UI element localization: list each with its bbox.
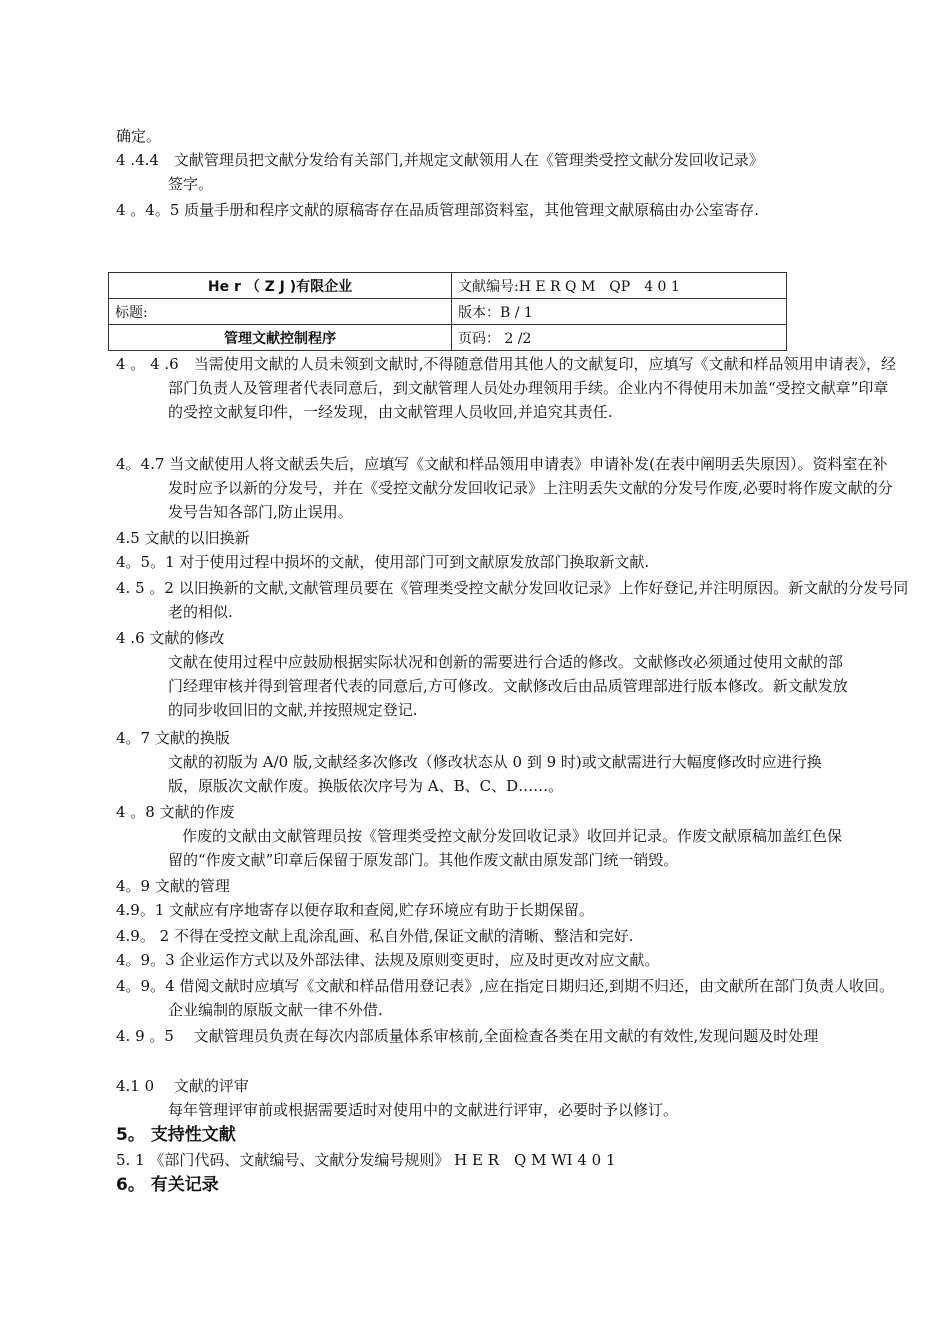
document-header-table bbox=[108, 272, 787, 351]
section-6-heading: 6。 有关记录 bbox=[116, 1175, 219, 1195]
clause-4-4-7: 4。4.7 当文献使用人将文献丢失后，应填写《文献和样品领用申请表》申请补发(在表中阐明丢失原因）。资料室在补发时应予以新的分发号，并在《受控文献分发回收记录》上注明丢失文献的分发号作废,必要时将作废文献的分发号告知各部门,防止误用。 bbox=[116, 455, 893, 521]
top-line-1: 确定。 bbox=[116, 127, 162, 145]
clause-4-4-4: 4 .4.4 文献管理员把文献分发给有关部门,并规定文献领用人在《管理类受控文献分发回收记录》 bbox=[116, 151, 764, 169]
document-number: 文献编号:H E R Q M QP 4 0 1 bbox=[452, 273, 787, 299]
section-5-item-1: 5. 1 《部门代码、文献编号、文献分发编号规则》 H E R Q M WI 4 0 1 bbox=[116, 1151, 616, 1169]
clause-4-4-6: 4 。 4 .6 当需使用文献的人员未领到文献时,不得随意借用其他人的文献复印，应填写《文献和样品领用申请表》，经部门负责人及管理者代表同意后，到文献管理人员处办理领用手续。企业内不得使用未加盖“受控文献章”印章的受控文献复印件，一经发现，由文献管理人员收回,并追究其责任. bbox=[116, 355, 896, 421]
company-name: He r （ Z J )有限企业 bbox=[109, 273, 452, 299]
title-label: 标题: bbox=[109, 299, 452, 325]
page-number: 页码： 2 /2 bbox=[452, 325, 787, 351]
section-4-6: 4 .6 文献的修改 bbox=[116, 629, 225, 647]
section-4-10: 4.1 0 文献的评审 bbox=[116, 1077, 249, 1095]
clause-4-9-4: 4。9。4 借阅文献时应填写《文献和样品借用登记表》,应在指定日期归还,到期不归还，由文献所在部门负责人收回。 企业编制的原版文献一律不外借. bbox=[116, 977, 917, 1019]
clause-4-4-5: 4 。4。5 质量手册和程序文献的原稿寄存在品质管理部资料室，其他管理文献原稿由办公室寄存. bbox=[116, 201, 759, 219]
clause-4-9-3: 4。9。3 企业运作方式以及外部法律、法规及原则变更时，应及时更改对应文献。 bbox=[116, 951, 660, 969]
section-4-5: 4.5 文献的以旧换新 bbox=[116, 529, 250, 547]
section-4-8: 4 。8 文献的作废 bbox=[116, 803, 235, 821]
clause-4-5-2: 4. 5 。2 以旧换新的文献,文献管理员要在《管理类受控文献分发回收记录》上作好登记,并注明原因。新文献的分发号同老的相似. bbox=[116, 579, 909, 621]
version-label: 版本：B / 1 bbox=[452, 299, 787, 325]
section-5-heading: 5。 支持性文献 bbox=[116, 1125, 236, 1145]
clause-4-9-1: 4.9。1 文献应有序地寄存以便存取和查阅,贮存环境应有助于长期保留。 bbox=[116, 901, 594, 919]
clause-4-4-4-cont: 签字。 bbox=[168, 175, 214, 193]
clause-4-5-1: 4。5。1 对于使用过程中损坏的文献，使用部门可到文献原发放部门换取新文献. bbox=[116, 553, 650, 571]
clause-4-8-text: 作废的文献由文献管理员按《管理类受控文献分发回收记录》收回并记录。作废文献原稿加盖红色保留的“作废文献”印章后保留于原发部门。其他作废文献由原发部门统一销毁。 bbox=[168, 827, 843, 869]
section-4-7: 4。7 文献的换版 bbox=[116, 729, 230, 747]
clause-4-9-5: 4. 9 。5 文献管理员负责在每次内部质量体系审核前,全面检查各类在用文献的有效性,发现问题及时处理 bbox=[116, 1027, 819, 1045]
clause-4-10-text: 每年管理评审前或根据需要适时对使用中的文献进行评审，必要时予以修订。 bbox=[168, 1101, 679, 1119]
clause-4-9-2: 4.9。 2 不得在受控文献上乱涂乱画、私自外借,保证文献的清晰、整洁和完好. bbox=[116, 927, 634, 945]
clause-4-7-text: 文献的初版为 A/0 版,文献经多次修改（修改状态从 0 到 9 时)或文献需进行大幅度修改时应进行换版，原版次文献作废。换版依次序号为 A、B、C、D……。 bbox=[168, 753, 822, 795]
document-title: 管理文献控制程序 bbox=[109, 325, 452, 351]
clause-4-6-text: 文献在使用过程中应鼓励根据实际状况和创新的需要进行合适的修改。文献修改必须通过使用文献的部门经理审核并得到管理者代表的同意后,方可修改。文献修改后由品质管理部进行版本修改。新文献发放的同步收回旧的文献,并按照规定登记. bbox=[168, 653, 848, 719]
section-4-9: 4。9 文献的管理 bbox=[116, 877, 230, 895]
